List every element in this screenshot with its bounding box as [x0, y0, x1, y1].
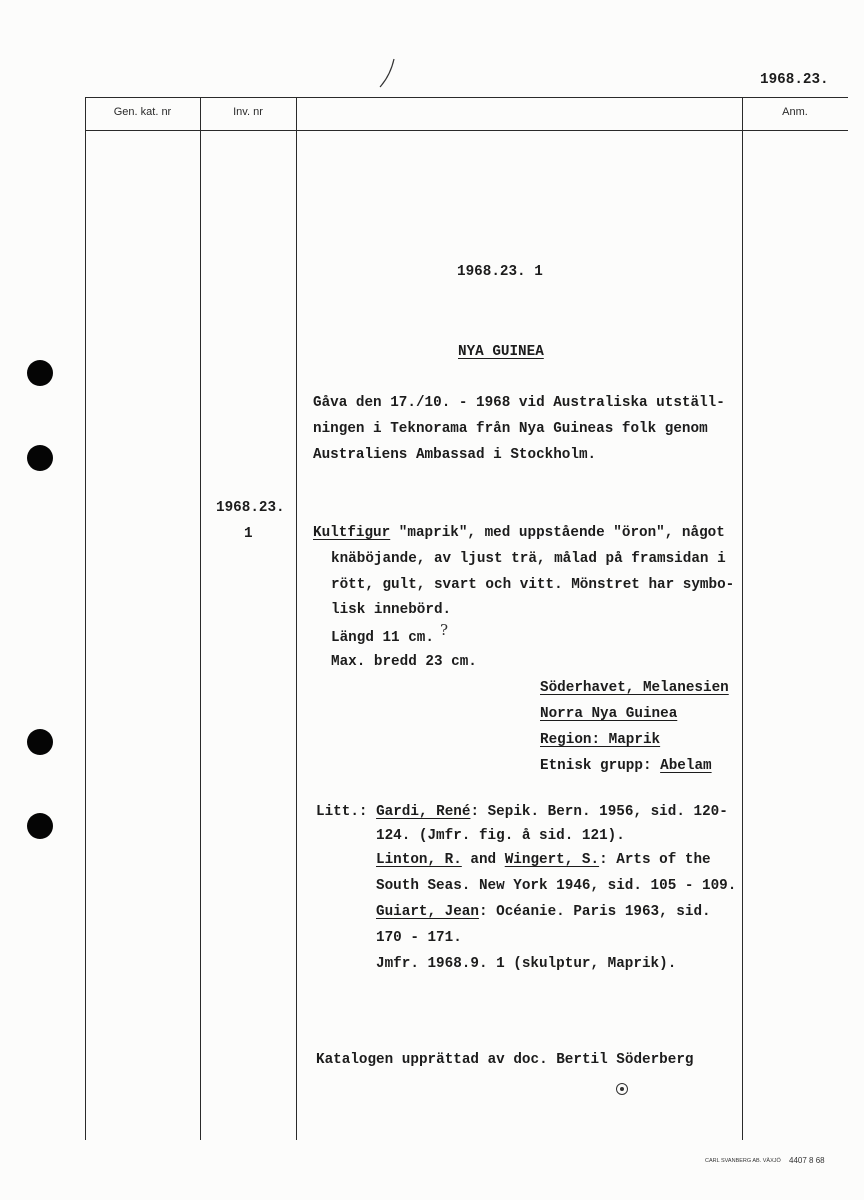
inv-nr-line: 1968.23.: [216, 500, 285, 516]
ref3-rest: : Océanie. Paris 1963, sid.: [478, 904, 711, 920]
circled-mark: [616, 1083, 628, 1095]
ref2-author2: Wingert, S.: [504, 852, 600, 868]
ref2-and: and: [461, 852, 505, 868]
classification-ethnic-line: [540, 758, 712, 774]
ref2-author1: Linton, R.: [376, 852, 462, 868]
binder-hole: [27, 729, 53, 755]
catalog-number-top: 1968.23.: [760, 72, 829, 88]
column-rule-main-anm: [742, 97, 743, 1140]
binder-hole: [27, 813, 53, 839]
object-name: Kultfigur: [313, 525, 391, 541]
description-line: rött, gult, svart och vitt. Mönstret har symbo-: [331, 577, 735, 593]
length-value: Längd 11 cm.: [331, 630, 434, 646]
pen-stroke-mark: [376, 56, 400, 90]
description-first-line-rest: "maprik", med uppstående "öron", något: [390, 525, 725, 541]
binder-hole: [27, 445, 53, 471]
ref1-rest: : Sepik. Bern. 1956, sid. 120-: [470, 804, 728, 820]
literature-ref3: [376, 904, 711, 920]
description-first-line: [313, 525, 725, 541]
column-rule-left: [85, 97, 86, 1140]
width-line: Max. bredd 23 cm.: [331, 654, 477, 670]
ethnic-label: Etnisk grupp:: [540, 758, 661, 774]
literature-ref1: [316, 804, 728, 820]
description-line: lisk innebörd.: [331, 602, 452, 618]
literature-ref2-cont: South Seas. New York 1946, sid. 105 - 109.: [376, 878, 737, 894]
ref2-rest: : Arts of the: [599, 852, 711, 868]
header-gen-kat-nr: Gen. kat. nr: [113, 106, 172, 118]
provenance-line: Australiens Ambassad i Stockholm.: [313, 447, 597, 463]
printer-imprint: CARL SVANBERG AB. VÄXJÖ: [705, 1158, 781, 1164]
region-heading: NYA GUINEA: [458, 344, 544, 360]
column-rule-inv-main: [296, 97, 297, 1140]
inv-nr-item: 1: [244, 526, 253, 542]
ref1-author: Gardi, René: [376, 804, 471, 820]
literature-ref2: [376, 852, 711, 868]
handwritten-question-mark: ?: [439, 621, 449, 639]
circled-mark-dot: [620, 1087, 624, 1091]
binder-hole: [27, 360, 53, 386]
classification-subarea: Norra Nya Guinea: [540, 706, 678, 722]
classification-region: Region: Maprik: [540, 732, 661, 748]
provenance-line: Gåva den 17./10. - 1968 vid Australiska utställ-: [313, 395, 725, 411]
ethnic-group: Abelam: [660, 758, 712, 774]
header-inv-nr: Inv. nr: [233, 106, 263, 118]
provenance-line: ningen i Teknorama från Nya Guineas folk genom: [313, 421, 708, 437]
length-line: [331, 621, 449, 646]
literature-compare: Jmfr. 1968.9. 1 (skulptur, Maprik).: [376, 956, 677, 972]
description-line: knäböjande, av ljust trä, målad på framsidan i: [331, 551, 726, 567]
classification-area: Söderhavet, Melanesien: [540, 680, 729, 696]
form-code: 4407 8 68: [789, 1156, 825, 1165]
cataloger-line: Katalogen upprättad av doc. Bertil Söderberg: [316, 1052, 694, 1068]
entry-number: 1968.23. 1: [457, 264, 543, 280]
literature-label: Litt.:: [316, 804, 377, 820]
column-rule-gen-inv: [200, 97, 201, 1140]
literature-ref1-cont: 124. (Jmfr. fig. å sid. 121).: [376, 828, 625, 844]
header-anm: Anm.: [782, 106, 808, 118]
ref3-author: Guiart, Jean: [376, 904, 479, 920]
literature-ref3-cont: 170 - 171.: [376, 930, 462, 946]
